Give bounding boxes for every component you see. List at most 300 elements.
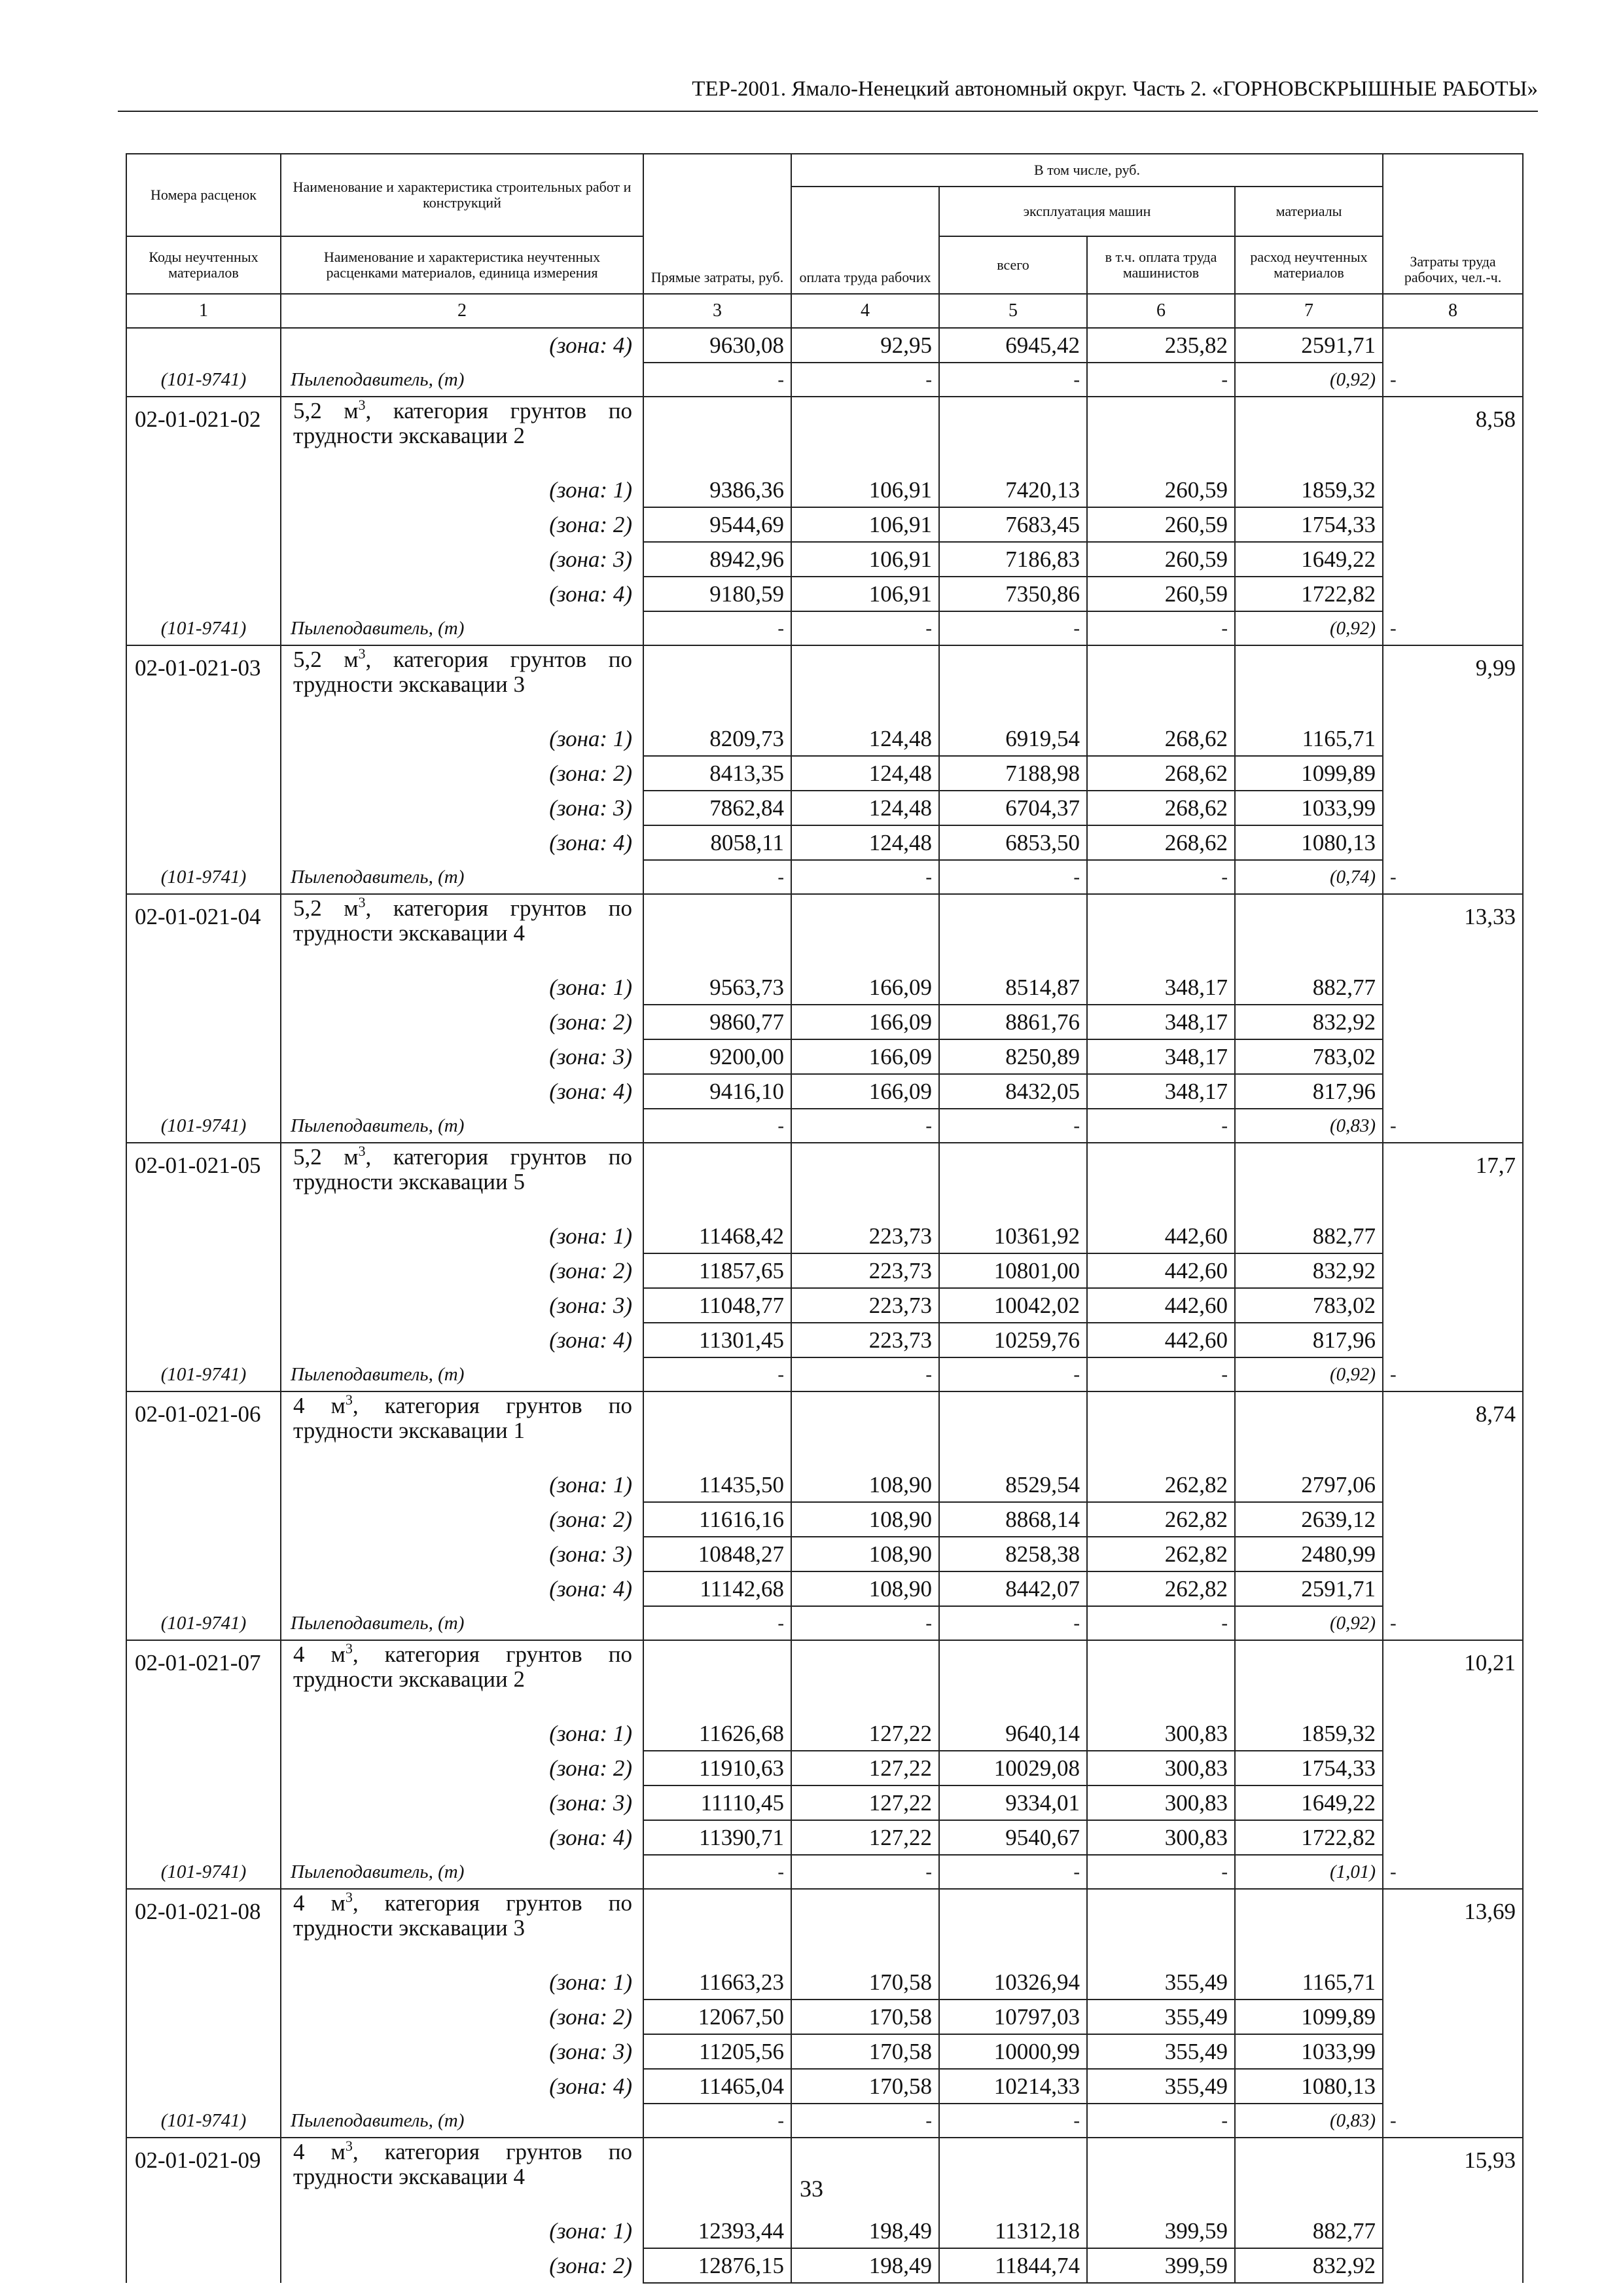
materials-cell: 1080,13 (1235, 2069, 1383, 2104)
zone-row (126, 1571, 1523, 1606)
material-code: (101-9741) (126, 611, 281, 645)
zone-label: (зона: 1) (281, 1717, 643, 1751)
zone-row (126, 825, 1523, 860)
machinist-wages-cell: 235,82 (1087, 328, 1235, 363)
wages-cell: - (791, 860, 939, 894)
labor-cell: 9,99 (1383, 645, 1523, 722)
wages-cell: 166,09 (791, 1039, 939, 1074)
empty-cell (1087, 645, 1235, 722)
materials-cell: (0,83) (1235, 1109, 1383, 1143)
table-body (126, 328, 1523, 2283)
material-code: (101-9741) (126, 363, 281, 397)
wages-cell: 223,73 (791, 1323, 939, 1357)
empty-cell (939, 645, 1087, 722)
empty-cell (1383, 2248, 1523, 2283)
zone-label: (зона: 4) (281, 328, 643, 363)
machines-cell: 8442,07 (939, 1571, 1087, 1606)
materials-cell: 2480,99 (1235, 1537, 1383, 1571)
direct-costs-cell: 10848,27 (643, 1537, 791, 1571)
material-name: Пылеподавитель, (т) (281, 611, 643, 645)
direct-costs-cell: 11205,56 (643, 2034, 791, 2069)
machinist-wages-cell: 262,82 (1087, 1502, 1235, 1537)
direct-costs-cell: - (643, 611, 791, 645)
material-name: Пылеподавитель, (т) (281, 2104, 643, 2138)
zone-row (126, 2000, 1523, 2034)
direct-costs-cell: 8413,35 (643, 756, 791, 791)
labor-cell: - (1383, 363, 1523, 397)
direct-costs-cell: 9386,36 (643, 473, 791, 507)
material-code: (101-9741) (126, 1606, 281, 1640)
empty-cell (939, 397, 1087, 473)
zone-label: (зона: 2) (281, 2000, 643, 2034)
zone-row (126, 1468, 1523, 1502)
machines-cell: 8432,05 (939, 1074, 1087, 1109)
material-row (126, 1606, 1523, 1640)
wages-cell: 106,91 (791, 577, 939, 611)
header-materials: материалы (1235, 187, 1383, 236)
empty-cell (1383, 1717, 1523, 1751)
empty-cell (791, 1889, 939, 1965)
rate-description-superscript: 3 (358, 1143, 366, 1159)
direct-costs-cell: 12876,15 (643, 2248, 791, 2283)
rate-title-row (126, 1889, 1523, 1965)
zone-row (126, 1005, 1523, 1039)
column-number-cell: 7 (1235, 294, 1383, 328)
column-number-cell: 3 (643, 294, 791, 328)
materials-cell: 1722,82 (1235, 577, 1383, 611)
wages-cell: 124,48 (791, 791, 939, 825)
labor-cell: 8,58 (1383, 397, 1523, 473)
material-row (126, 1109, 1523, 1143)
column-numbers (126, 294, 1523, 328)
empty-cell (1383, 1074, 1523, 1109)
labor-cell: - (1383, 1606, 1523, 1640)
header-work-name: Наименование и характеристика строительных работ и конструкций (281, 154, 643, 236)
table-header (126, 154, 1523, 294)
rate-description (281, 397, 643, 473)
machinist-wages-cell: 300,83 (1087, 1820, 1235, 1855)
direct-costs-cell: 11435,50 (643, 1468, 791, 1502)
direct-costs-cell: - (643, 1357, 791, 1391)
zone-label: (зона: 4) (281, 1571, 643, 1606)
empty-cell (791, 397, 939, 473)
empty-cell (1383, 791, 1523, 825)
zone-label: (зона: 2) (281, 1502, 643, 1537)
machinist-wages-cell: 355,49 (1087, 2000, 1235, 2034)
machinist-wages-cell: 348,17 (1087, 971, 1235, 1005)
empty-cell (126, 1468, 281, 1502)
empty-cell (643, 1143, 791, 1219)
materials-cell: 832,92 (1235, 1253, 1383, 1288)
materials-cell: (1,01) (1235, 1855, 1383, 1889)
zone-row (126, 1288, 1523, 1323)
zone-row (126, 473, 1523, 507)
empty-cell (643, 1640, 791, 1717)
empty-cell (1235, 1640, 1383, 1717)
zone-label: (зона: 4) (281, 2069, 643, 2104)
machines-cell: 8514,87 (939, 971, 1087, 1005)
materials-cell: 1165,71 (1235, 722, 1383, 756)
zone-label: (зона: 4) (281, 1323, 643, 1357)
machines-cell: 10801,00 (939, 1253, 1087, 1288)
zone-label: (зона: 3) (281, 2034, 643, 2069)
rate-description-superscript: 3 (358, 894, 366, 910)
empty-cell (1235, 894, 1383, 971)
machines-cell: 6704,37 (939, 791, 1087, 825)
rate-code: 02-01-021-09 (126, 2138, 281, 2214)
zone-label: (зона: 2) (281, 1005, 643, 1039)
empty-cell (126, 2214, 281, 2248)
column-number-cell: 4 (791, 294, 939, 328)
labor-cell: - (1383, 860, 1523, 894)
wages-cell: 166,09 (791, 971, 939, 1005)
machines-cell: - (939, 1855, 1087, 1889)
labor-cell: - (1383, 1357, 1523, 1391)
empty-cell (126, 1219, 281, 1253)
materials-cell: 882,77 (1235, 971, 1383, 1005)
direct-costs-cell: 9860,77 (643, 1005, 791, 1039)
materials-cell: 1859,32 (1235, 1717, 1383, 1751)
machines-cell: 6853,50 (939, 825, 1087, 860)
rate-title-row (126, 397, 1523, 473)
rate-description-text: 4 м (293, 1393, 346, 1418)
machinist-wages-cell: 268,62 (1087, 756, 1235, 791)
machines-cell: - (939, 2104, 1087, 2138)
empty-cell (643, 645, 791, 722)
header-material-codes: Коды неучтенных материалов (126, 236, 281, 294)
zone-row (126, 2069, 1523, 2104)
zone-label: (зона: 3) (281, 791, 643, 825)
empty-cell (1383, 1323, 1523, 1357)
wages-cell: - (791, 363, 939, 397)
zone-row (126, 722, 1523, 756)
wages-cell: 127,22 (791, 1820, 939, 1855)
empty-cell (126, 1074, 281, 1109)
wages-cell: 92,95 (791, 328, 939, 363)
labor-cell: 15,93 (1383, 2138, 1523, 2214)
rate-description-text: , категория грунтов по трудности экскавации 4 (293, 895, 632, 946)
wages-cell: 170,58 (791, 2034, 939, 2069)
empty-cell (126, 1785, 281, 1820)
machines-cell: 7350,86 (939, 577, 1087, 611)
direct-costs-cell: 9544,69 (643, 507, 791, 542)
rate-code: 02-01-021-02 (126, 397, 281, 473)
materials-cell: 1649,22 (1235, 542, 1383, 577)
empty-cell (643, 1391, 791, 1468)
column-number-cell: 6 (1087, 294, 1235, 328)
machines-cell: - (939, 611, 1087, 645)
material-name: Пылеподавитель, (т) (281, 1109, 643, 1143)
machines-cell: - (939, 1357, 1087, 1391)
material-name: Пылеподавитель, (т) (281, 860, 643, 894)
machinist-wages-cell: 442,60 (1087, 1219, 1235, 1253)
zone-row (126, 1717, 1523, 1751)
machinist-wages-cell: 268,62 (1087, 791, 1235, 825)
wages-cell: - (791, 1357, 939, 1391)
machines-cell: 10361,92 (939, 1219, 1087, 1253)
labor-cell: - (1383, 1109, 1523, 1143)
machines-cell: 6945,42 (939, 328, 1087, 363)
empty-cell (939, 1143, 1087, 1219)
machines-cell: 8258,38 (939, 1537, 1087, 1571)
materials-cell: (0,92) (1235, 363, 1383, 397)
wages-cell: 108,90 (791, 1502, 939, 1537)
zone-row (126, 328, 1523, 363)
machinist-wages-cell: 442,60 (1087, 1253, 1235, 1288)
zone-label: (зона: 4) (281, 825, 643, 860)
materials-cell: (0,92) (1235, 1357, 1383, 1391)
zone-label: (зона: 1) (281, 971, 643, 1005)
material-row (126, 2104, 1523, 2138)
material-row (126, 611, 1523, 645)
machines-cell: 10797,03 (939, 2000, 1087, 2034)
zone-label: (зона: 1) (281, 1219, 643, 1253)
wages-cell: - (791, 2104, 939, 2138)
zone-label: (зона: 1) (281, 2214, 643, 2248)
rate-description-text: 5,2 м (293, 398, 359, 423)
empty-cell (126, 1253, 281, 1288)
rate-description-superscript: 3 (345, 1889, 353, 1905)
empty-cell (1383, 1537, 1523, 1571)
zone-label: (зона: 2) (281, 1253, 643, 1288)
wages-cell: 223,73 (791, 1219, 939, 1253)
materials-cell: 1099,89 (1235, 756, 1383, 791)
zone-label: (зона: 3) (281, 542, 643, 577)
materials-cell: 817,96 (1235, 1074, 1383, 1109)
labor-cell: 10,21 (1383, 1640, 1523, 1717)
machines-cell: - (939, 363, 1087, 397)
zone-row (126, 1074, 1523, 1109)
machines-cell: 6919,54 (939, 722, 1087, 756)
wages-cell: 166,09 (791, 1005, 939, 1039)
direct-costs-cell: 9630,08 (643, 328, 791, 363)
material-code: (101-9741) (126, 1357, 281, 1391)
rate-description-text: , категория грунтов по трудности экскавации 3 (293, 647, 632, 697)
rate-title-row (126, 1640, 1523, 1717)
machinist-wages-cell: - (1087, 1606, 1235, 1640)
zone-label: (зона: 2) (281, 507, 643, 542)
machinist-wages-cell: 260,59 (1087, 542, 1235, 577)
zone-row (126, 1751, 1523, 1785)
empty-cell (1383, 1253, 1523, 1288)
rate-description-superscript: 3 (345, 1640, 353, 1657)
running-header: ТЕР-2001. Ямало-Ненецкий автономный округ. Часть 2. «ГОРНОВСКРЫШНЫЕ РАБОТЫ» (118, 77, 1538, 112)
empty-cell (1087, 1640, 1235, 1717)
zone-row (126, 1219, 1523, 1253)
zone-label: (зона: 2) (281, 2248, 643, 2283)
wages-cell: 198,49 (791, 2248, 939, 2283)
empty-cell (643, 1889, 791, 1965)
material-name: Пылеподавитель, (т) (281, 363, 643, 397)
wages-cell: 127,22 (791, 1717, 939, 1751)
machinist-wages-cell: - (1087, 363, 1235, 397)
machinist-wages-cell: 260,59 (1087, 473, 1235, 507)
empty-cell (126, 1288, 281, 1323)
material-code: (101-9741) (126, 860, 281, 894)
machinist-wages-cell: - (1087, 860, 1235, 894)
direct-costs-cell: 11110,45 (643, 1785, 791, 1820)
header-material-name: Наименование и характеристика неучтенных расценками материалов, единица измерения (281, 236, 643, 294)
empty-cell (1383, 1039, 1523, 1074)
wages-cell: 198,49 (791, 2214, 939, 2248)
materials-cell: 832,92 (1235, 1005, 1383, 1039)
materials-cell: 882,77 (1235, 2214, 1383, 2248)
zone-row (126, 577, 1523, 611)
zone-label: (зона: 1) (281, 722, 643, 756)
empty-cell (1235, 1889, 1383, 1965)
rate-code: 02-01-021-07 (126, 1640, 281, 1717)
wages-cell: 124,48 (791, 825, 939, 860)
empty-cell (126, 328, 281, 363)
empty-cell (1383, 1005, 1523, 1039)
direct-costs-cell: 9180,59 (643, 577, 791, 611)
empty-cell (126, 756, 281, 791)
direct-costs-cell: 11663,23 (643, 1965, 791, 2000)
material-code: (101-9741) (126, 2104, 281, 2138)
empty-cell (126, 577, 281, 611)
rate-description (281, 1391, 643, 1468)
machinist-wages-cell: 262,82 (1087, 1571, 1235, 1606)
direct-costs-cell: - (643, 363, 791, 397)
labor-cell: - (1383, 1855, 1523, 1889)
wages-cell: 223,73 (791, 1288, 939, 1323)
wages-cell: 124,48 (791, 722, 939, 756)
wages-cell: 108,90 (791, 1468, 939, 1502)
materials-cell: (0,92) (1235, 1606, 1383, 1640)
empty-cell (126, 542, 281, 577)
empty-cell (126, 1502, 281, 1537)
direct-costs-cell: 9200,00 (643, 1039, 791, 1074)
direct-costs-cell: - (643, 1855, 791, 1889)
material-name: Пылеподавитель, (т) (281, 1855, 643, 1889)
empty-cell (939, 1640, 1087, 1717)
materials-cell: 1649,22 (1235, 1785, 1383, 1820)
machinist-wages-cell: 348,17 (1087, 1005, 1235, 1039)
direct-costs-cell: 11468,42 (643, 1219, 791, 1253)
materials-cell: 882,77 (1235, 1219, 1383, 1253)
empty-cell (1383, 2034, 1523, 2069)
wages-cell: 170,58 (791, 2000, 939, 2034)
zone-row (126, 507, 1523, 542)
machinist-wages-cell: 262,82 (1087, 1537, 1235, 1571)
machinist-wages-cell: 300,83 (1087, 1717, 1235, 1751)
wages-cell: 223,73 (791, 1253, 939, 1288)
machinist-wages-cell: - (1087, 1357, 1235, 1391)
zone-label: (зона: 3) (281, 1537, 643, 1571)
zone-label: (зона: 3) (281, 1039, 643, 1074)
wages-cell: 106,91 (791, 473, 939, 507)
direct-costs-cell: 11142,68 (643, 1571, 791, 1606)
header-rate-numbers: Номера расценок (126, 154, 281, 236)
labor-cell: 13,69 (1383, 1889, 1523, 1965)
machinist-wages-cell: 399,59 (1087, 2214, 1235, 2248)
zone-label: (зона: 3) (281, 1288, 643, 1323)
header-machine-operation: эксплуатация машин (939, 187, 1235, 236)
header-unaccounted-materials: расход неучтенных материалов (1235, 236, 1383, 294)
direct-costs-cell: 9563,73 (643, 971, 791, 1005)
zone-row (126, 2214, 1523, 2248)
materials-cell: 1080,13 (1235, 825, 1383, 860)
wages-cell: 127,22 (791, 1751, 939, 1785)
empty-cell (1383, 756, 1523, 791)
empty-cell (1235, 1143, 1383, 1219)
machinist-wages-cell: 300,83 (1087, 1751, 1235, 1785)
wages-cell: 170,58 (791, 1965, 939, 2000)
empty-cell (126, 1005, 281, 1039)
empty-cell (939, 894, 1087, 971)
labor-cell: - (1383, 611, 1523, 645)
page-number: 33 (800, 2176, 823, 2202)
column-number-cell: 1 (126, 294, 281, 328)
machines-cell: - (939, 1606, 1087, 1640)
machinist-wages-cell: 262,82 (1087, 1468, 1235, 1502)
zone-row (126, 1537, 1523, 1571)
materials-cell: (0,83) (1235, 2104, 1383, 2138)
machines-cell: 11312,18 (939, 2214, 1087, 2248)
rate-title-row (126, 1143, 1523, 1219)
rate-description-text: , категория грунтов по трудности экскавации 3 (293, 1890, 632, 1941)
wages-cell: 108,90 (791, 1571, 939, 1606)
zone-label: (зона: 4) (281, 577, 643, 611)
rate-description-text: 5,2 м (293, 895, 359, 921)
wages-cell: 124,48 (791, 756, 939, 791)
machines-cell: 8250,89 (939, 1039, 1087, 1074)
direct-costs-cell: 11390,71 (643, 1820, 791, 1855)
empty-cell (126, 2000, 281, 2034)
empty-cell (126, 2069, 281, 2104)
rate-description-superscript: 3 (358, 397, 366, 413)
rate-description (281, 894, 643, 971)
empty-cell (126, 722, 281, 756)
empty-cell (1383, 542, 1523, 577)
wages-cell: - (791, 1855, 939, 1889)
material-row (126, 1357, 1523, 1391)
rate-description-text: , категория грунтов по трудности экскавации 5 (293, 1144, 632, 1194)
wages-cell: 166,09 (791, 1074, 939, 1109)
zone-label: (зона: 1) (281, 1468, 643, 1502)
rate-description-text: 4 м (293, 2139, 346, 2164)
zone-row (126, 1785, 1523, 1820)
machines-cell: 10259,76 (939, 1323, 1087, 1357)
header-direct-costs: Прямые затраты, руб. (643, 154, 791, 294)
zone-label: (зона: 4) (281, 1820, 643, 1855)
empty-cell (643, 894, 791, 971)
empty-cell (1383, 1751, 1523, 1785)
rate-description (281, 1889, 643, 1965)
empty-cell (791, 1391, 939, 1468)
empty-cell (791, 645, 939, 722)
empty-cell (126, 1717, 281, 1751)
zone-row (126, 1253, 1523, 1288)
labor-cell: 8,74 (1383, 1391, 1523, 1468)
empty-cell (126, 1537, 281, 1571)
empty-cell (1383, 1785, 1523, 1820)
empty-cell (1383, 577, 1523, 611)
rate-description-text: 4 м (293, 1641, 346, 1667)
direct-costs-cell: 11626,68 (643, 1717, 791, 1751)
machinist-wages-cell: 268,62 (1087, 825, 1235, 860)
zone-row (126, 791, 1523, 825)
rate-description-text: 5,2 м (293, 647, 359, 672)
materials-cell: 2797,06 (1235, 1468, 1383, 1502)
rate-code: 02-01-021-08 (126, 1889, 281, 1965)
header-including: В том числе, руб. (791, 154, 1383, 187)
machines-cell: 9334,01 (939, 1785, 1087, 1820)
direct-costs-cell: 12067,50 (643, 2000, 791, 2034)
rate-title-row (126, 1391, 1523, 1468)
rate-description (281, 1143, 643, 1219)
column-number-cell: 2 (281, 294, 643, 328)
